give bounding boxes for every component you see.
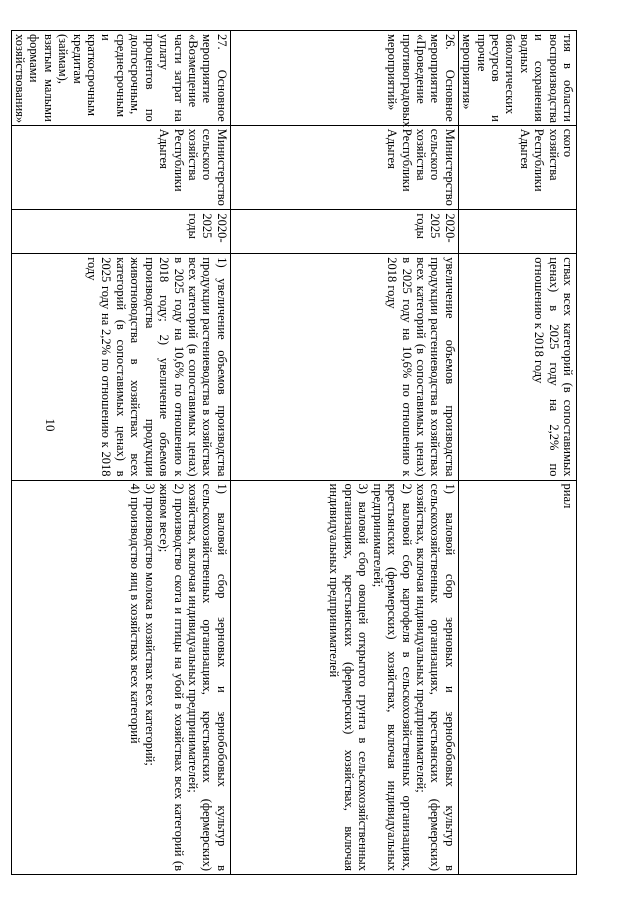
measure-term: 2020-2025 годы (230, 210, 458, 254)
measure-indicators (458, 480, 576, 875)
measure-executor: ского хозяйства Республики Адыгея (458, 125, 576, 210)
measure-name: 27. Основное мероприятие «Возмещение части затрат на уплату процентов по долгосрочным, среднесрочным и краткосрочным кредитам (займам), взятым малыми формами хозяйствования» (11, 31, 230, 126)
rotated-table-container (13, 30, 577, 875)
program-measures-table (11, 30, 577, 875)
measure-indicators (11, 480, 230, 875)
table-row (11, 31, 230, 875)
indicator-item: 4) производство яиц в хозяйствах всех категорий (128, 483, 143, 744)
indicator-item: 1) валовой сбор зерновых и зернобобовых культур в сельскохозяйственных организациях, крестьянских (фермерских) хозяйствах, включая индивидуальных предпринимателей; (185, 483, 229, 871)
measure-term (458, 210, 576, 254)
table-row (230, 31, 458, 875)
measure-name: 26. Основное мероприятие «Проведение противоградовых мероприятий» (230, 31, 458, 126)
indicator-item: 2) валовой сбор картофеля в сельскохозяйственных организациях, крестьянских (фермерских) хозяйствах, включая индивидуальных предпринимателей; (370, 483, 414, 871)
measure-result: ствах всех категорий (в сопоставимых ценах) в 2025 году на 2,2% по отношению к 2018 году (458, 254, 576, 480)
measure-term: 2020-2025 годы (11, 210, 230, 254)
measure-executor: Министерство сельского хозяйства Республики Адыгея (11, 125, 230, 210)
measure-result: 1) увеличение объемов производства продукции растениеводства в хозяйствах всех категорий (в сопоставимых ценах) в 2025 году на 10,6% по отношению к 2018 году; 2) увеличение объемов производства продукции животноводства в хозяйствах всех категорий (в сопоставимых ценах) в 2025 году на 2,2% по отношению к 2018 году (11, 254, 230, 480)
indicator-item: риал (561, 483, 575, 509)
measure-name: тия в области воспроизводства и сохранения водных биологических ресурсов и прочие мероприятия» (458, 31, 576, 126)
page-number: 10 (43, 418, 58, 432)
measure-indicators (230, 480, 458, 875)
indicator-item: 3) валовой сбор овощей открытого грунта в сельскохозяйственных организациях, крестьянских (фермерских) хозяйствах, включая индивидуальных предпринимателей (327, 483, 371, 871)
indicator-item: 1) валовой сбор зерновых и зернобобовых культур в сельскохозяйственных организациях, крестьянских (фермерских) хозяйствах, включая индивидуальных предпринимателей; (413, 483, 457, 871)
measure-result: увеличение объемов производства продукции растениеводства в хозяйствах всех категорий (в сопоставимых ценах) в 2025 году на 10,6% по отношению к 2018 году (230, 254, 458, 480)
indicator-item: 3) производство молока в хозяйствах всех категорий; (142, 483, 157, 766)
indicator-item: 2) производство скота и птицы на убой в хозяйствах всех категорий (в живом весе); (157, 483, 186, 871)
table-row (458, 31, 576, 875)
measure-executor: Министерство сельского хозяйства Республики Адыгея (230, 125, 458, 210)
